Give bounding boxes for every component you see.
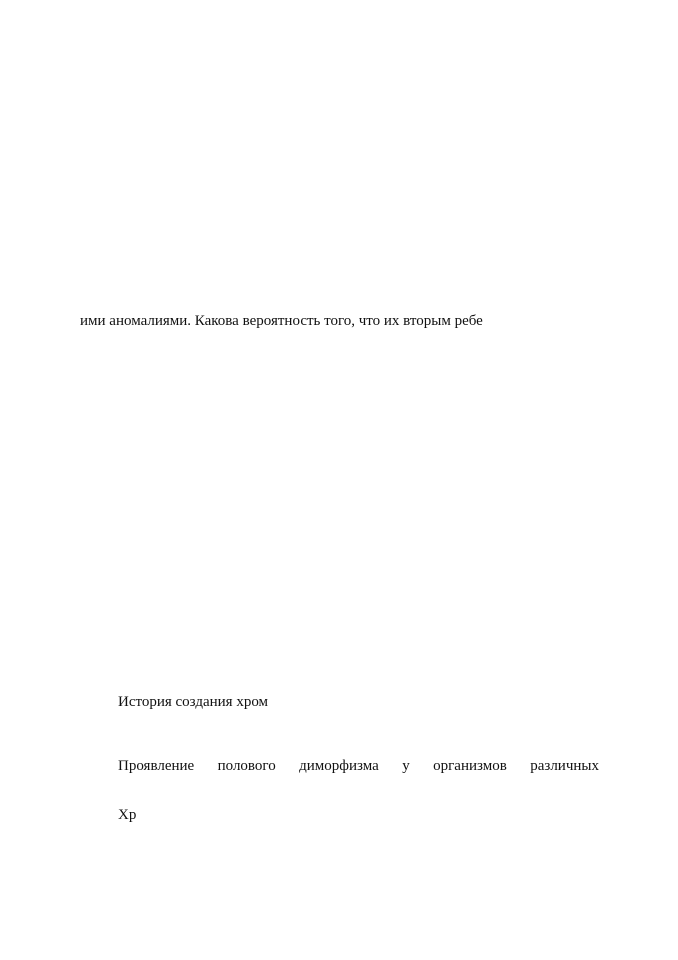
text-fragment-dimorphism: Проявление полового диморфизма у организмов различных <box>118 758 599 774</box>
text-fragment-xr: Хр <box>118 807 137 823</box>
text-fragment-history: История создания хром <box>118 694 269 710</box>
text-fragment-anomalies: ими аномалиями. Какова вероятность того, что их вторым ребе <box>80 313 483 329</box>
